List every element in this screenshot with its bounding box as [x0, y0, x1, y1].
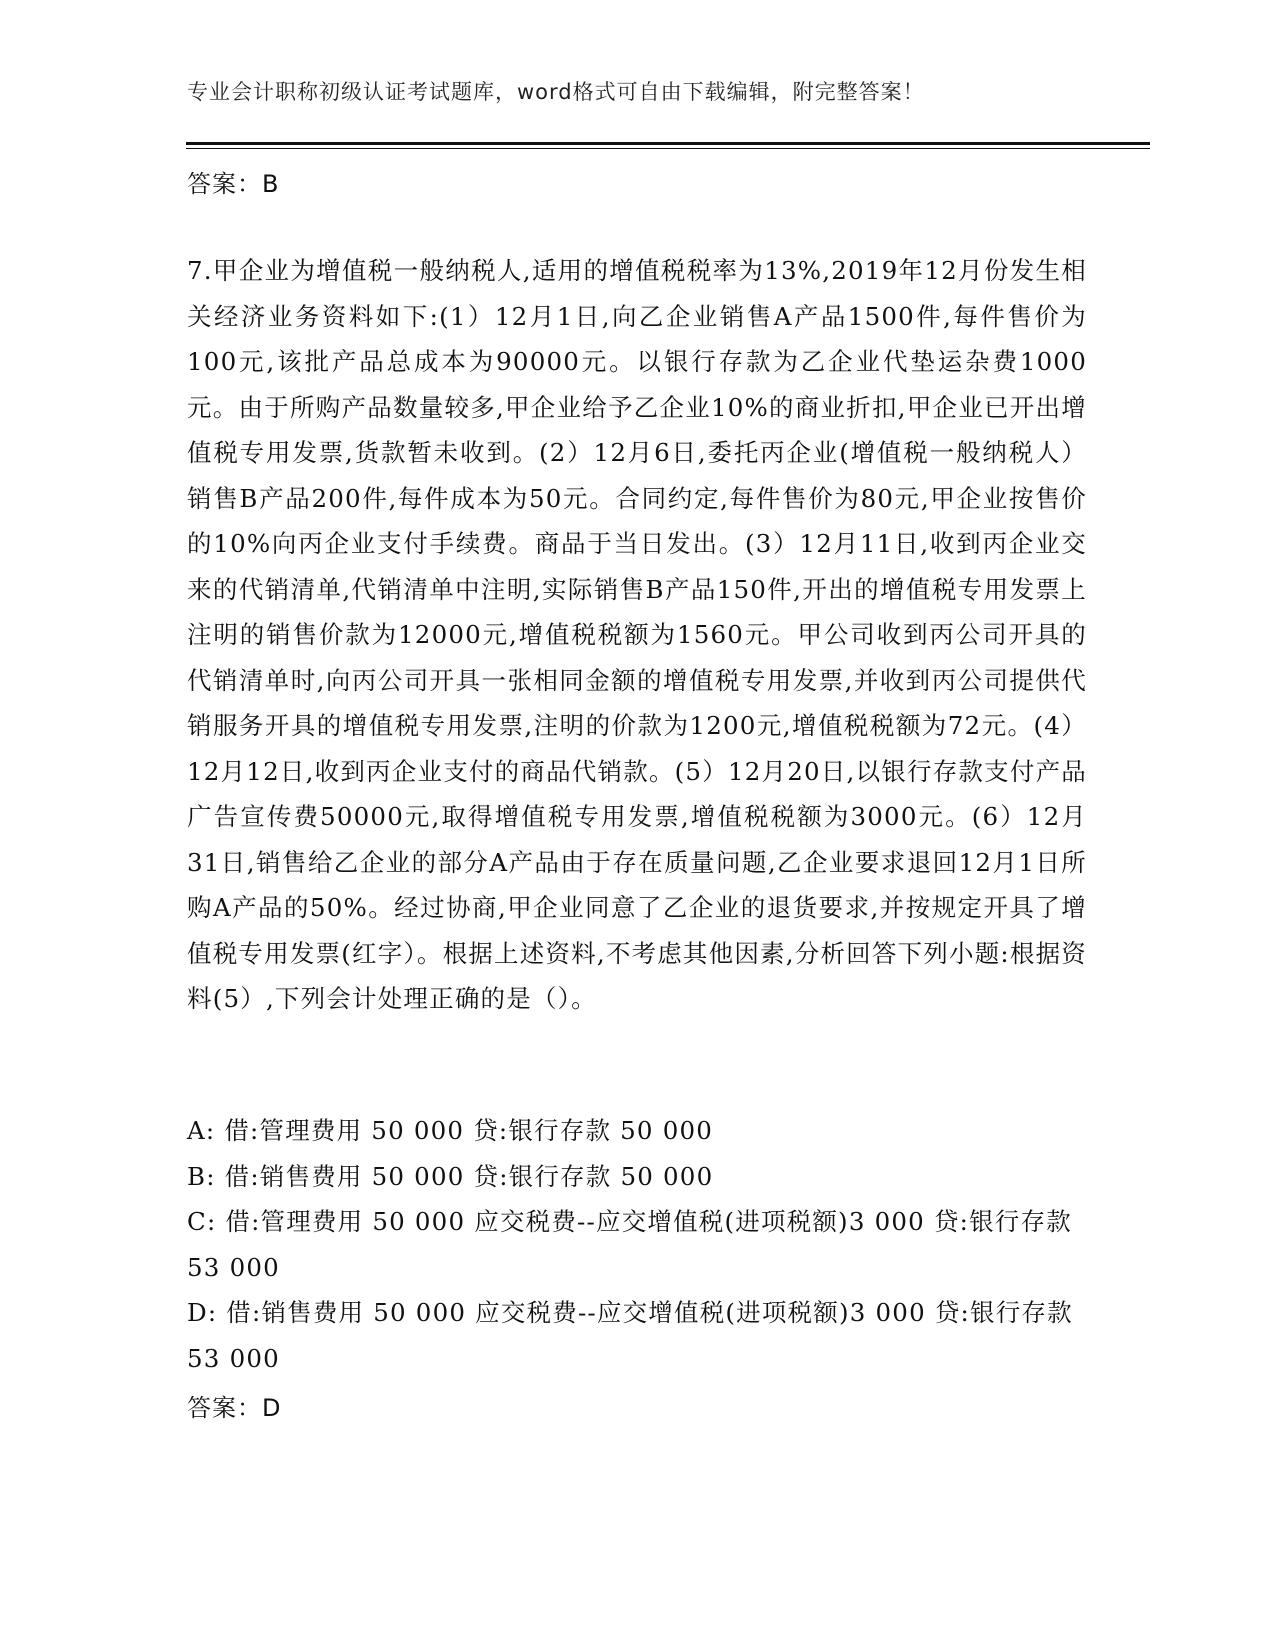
option-list	[187, 1108, 1087, 1381]
question-text: 7.甲企业为增值税一般纳税人,适用的增值税税率为13%,2019年12月份发生相关经济业务资料如下:(1）12月1日,向乙企业销售A产品1500件,每件售价为100元,该批产品总成本为90000元。以银行存款为乙企业代垫运杂费1000元。由于所购产品数量较多,甲企业给予乙企业10%的商业折扣,甲企业已开出增值税专用发票,货款暂未收到。(2）12月6日,委托丙企业(增值税一般纳税人）销售B产品200件,每件成本为50元。合同约定,每件售价为80元,甲企业按售价的10%向丙企业支付手续费。商品于当日发出。(3）12月11日,收到丙企业交来的代销清单,代销清单中注明,实际销售B产品150件,开出的增值税专用发票上注明的销售价款为12000元,增值税税额为1560元。甲公司收到丙公司开具的代销清单时,向丙公司开具一张相同金额的增值税专用发票,并收到丙公司提供代销服务开具的增值税专用发票,注明的价款为1200元,增值税税额为72元。(4）12月12日,收到丙企业支付的商品代销款。(5）12月20日,以银行存款支付产品广告宣传费50000元,取得增值税专用发票,增值税税额为3000元。(6）12月31日,销售给乙企业的部分A产品由于存在质量问题,乙企业要求退回12月1日所购A产品的50%。经过协商,甲企业同意了乙企业的退货要求,并按规定开具了增值税专用发票(红字）。根据上述资料,不考虑其他因素,分析回答下列小题:根据资料(5）,下列会计处理正确的是（）。	[187, 256, 1087, 1013]
option-a: A: 借:管理费用 50 000 贷:银行存款 50 000	[187, 1116, 714, 1145]
header-divider-thin	[186, 148, 1150, 149]
page-header: 专业会计职称初级认证考试题库，word格式可自由下载编辑，附完整答案！	[187, 80, 925, 104]
header-divider-thick	[186, 142, 1150, 145]
option-b: B: 借:销售费用 50 000 贷:银行存款 50 000	[187, 1161, 714, 1191]
option-c: C: 借:管理费用 50 000 应交税费--应交增值税(进项税额)3 000 贷:银行存款 53 000	[187, 1207, 1072, 1282]
option-d: D: 借:销售费用 50 000 应交税费--应交增值税(进项税额)3 000 贷:银行存款 53 000	[187, 1298, 1073, 1373]
previous-answer: 答案：B	[187, 170, 280, 198]
question-answer: 答案：D	[187, 1394, 282, 1422]
